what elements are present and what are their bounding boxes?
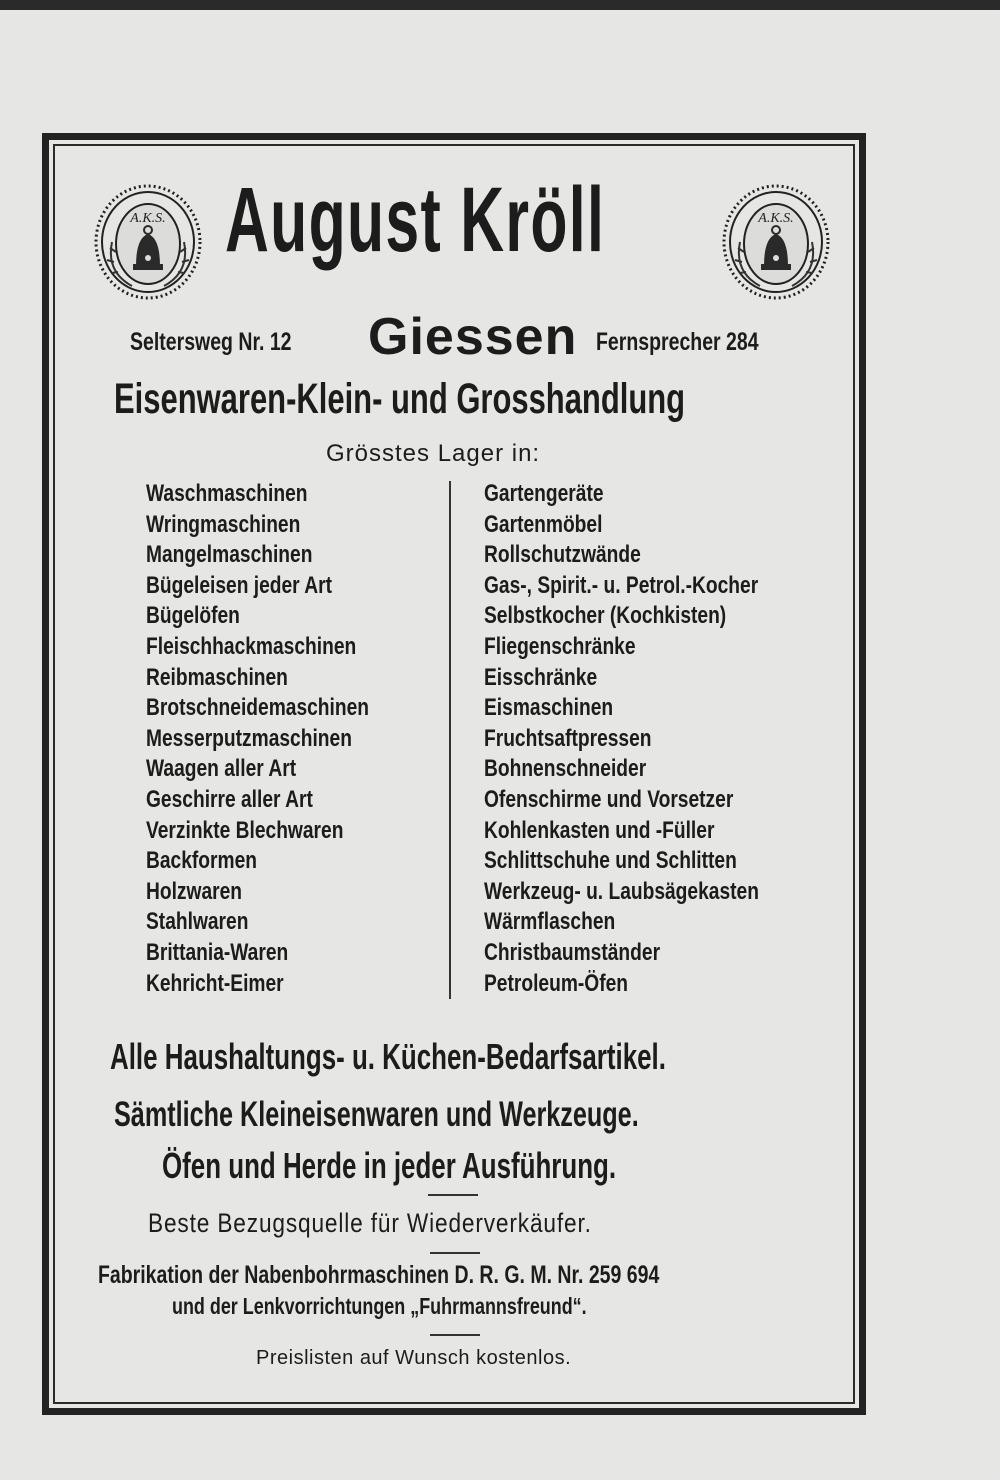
steering-device-line: und der Lenkvorrichtungen „Fuhrmannsfreund“.: [172, 1293, 587, 1319]
list-item: Selbstkocher (Kochkisten): [484, 602, 727, 630]
list-item: Gartenmöbel: [484, 510, 603, 538]
list-item: Holzwaren: [146, 877, 243, 905]
list-item: Ofenschirme und Vorsetzer: [484, 785, 734, 813]
list-item: Fleischhackmaschinen: [146, 632, 357, 660]
list-item: Bohnenschneider: [484, 755, 647, 783]
manufacturing-line: Fabrikation der Nabenbohrmaschinen D. R. G. M. Nr. 259 694: [98, 1261, 660, 1289]
divider-rule: [430, 1252, 480, 1254]
price-list-line: Preislisten auf Wunsch kostenlos.: [256, 1347, 572, 1369]
list-item: Verzinkte Blechwaren: [146, 816, 344, 844]
company-name: August Kröll: [225, 169, 606, 271]
list-item: Fruchtsaftpressen: [484, 724, 652, 752]
hardware-tools-line: Sämtliche Kleineisenwaren und Werkzeuge.: [114, 1095, 639, 1134]
list-item: Eismaschinen: [484, 694, 614, 722]
column-divider: [449, 481, 451, 999]
list-item: Messerputzmaschinen: [146, 724, 352, 752]
list-item: Stahlwaren: [146, 908, 249, 936]
list-item: Schlittschuhe und Schlitten: [484, 847, 737, 875]
street-address: Seltersweg Nr. 12: [130, 328, 292, 356]
list-item: Wärmflaschen: [484, 908, 616, 936]
list-item: Christbaumständer: [484, 938, 661, 966]
stock-heading: Grösstes Lager in:: [326, 440, 541, 467]
list-item: Bügelöfen: [146, 602, 240, 630]
list-item: Waagen aller Art: [146, 755, 297, 783]
list-item: Bügeleisen jeder Art: [146, 571, 333, 599]
product-list-left: [146, 480, 425, 1000]
list-item: Gartengeräte: [484, 480, 604, 507]
bell-emblem-icon: [720, 182, 832, 302]
list-item: Rollschutzwände: [484, 541, 641, 569]
resellers-line: Beste Bezugsquelle für Wiederverkäufer.: [148, 1208, 592, 1238]
divider-rule: [430, 1334, 480, 1336]
list-item: Werkzeug- u. Laubsägekasten: [484, 877, 759, 905]
page-top-edge: [0, 0, 1000, 10]
list-item: Kohlenkasten und -Füller: [484, 816, 715, 844]
phone-number: Fernsprecher 284: [596, 328, 759, 356]
list-item: Wringmaschinen: [146, 510, 301, 538]
city-name: Giessen: [368, 308, 578, 366]
list-item: Backformen: [146, 847, 257, 875]
household-articles-line: Alle Haushaltungs- u. Küchen-Bedarfsartikel.: [110, 1036, 666, 1077]
list-item: Brittania-Waren: [146, 938, 289, 966]
emblem-monogram: A.K.S.: [758, 211, 794, 226]
product-list-right: [484, 480, 828, 1000]
list-item: Fliegenschränke: [484, 632, 636, 660]
list-item: Brotschneidemaschinen: [146, 694, 369, 722]
list-item: Mangelmaschinen: [146, 541, 313, 569]
list-item: Petroleum-Öfen: [484, 969, 629, 997]
list-item: Eisschränke: [484, 663, 598, 691]
divider-rule: [428, 1194, 478, 1196]
list-item: Gas-, Spirit.- u. Petrol.-Kocher: [484, 571, 759, 599]
list-item: Reibmaschinen: [146, 663, 288, 691]
list-item: Waschmaschinen: [146, 480, 308, 507]
trade-description: Eisenwaren-Klein- und Grosshandlung: [114, 375, 686, 423]
stoves-line: Öfen und Herde in jeder Ausführung.: [162, 1145, 617, 1186]
list-item: Kehricht-Eimer: [146, 969, 284, 997]
emblem-monogram: A.K.S.: [130, 211, 166, 226]
list-item: Geschirre aller Art: [146, 785, 313, 813]
bell-emblem-icon: [92, 182, 204, 302]
